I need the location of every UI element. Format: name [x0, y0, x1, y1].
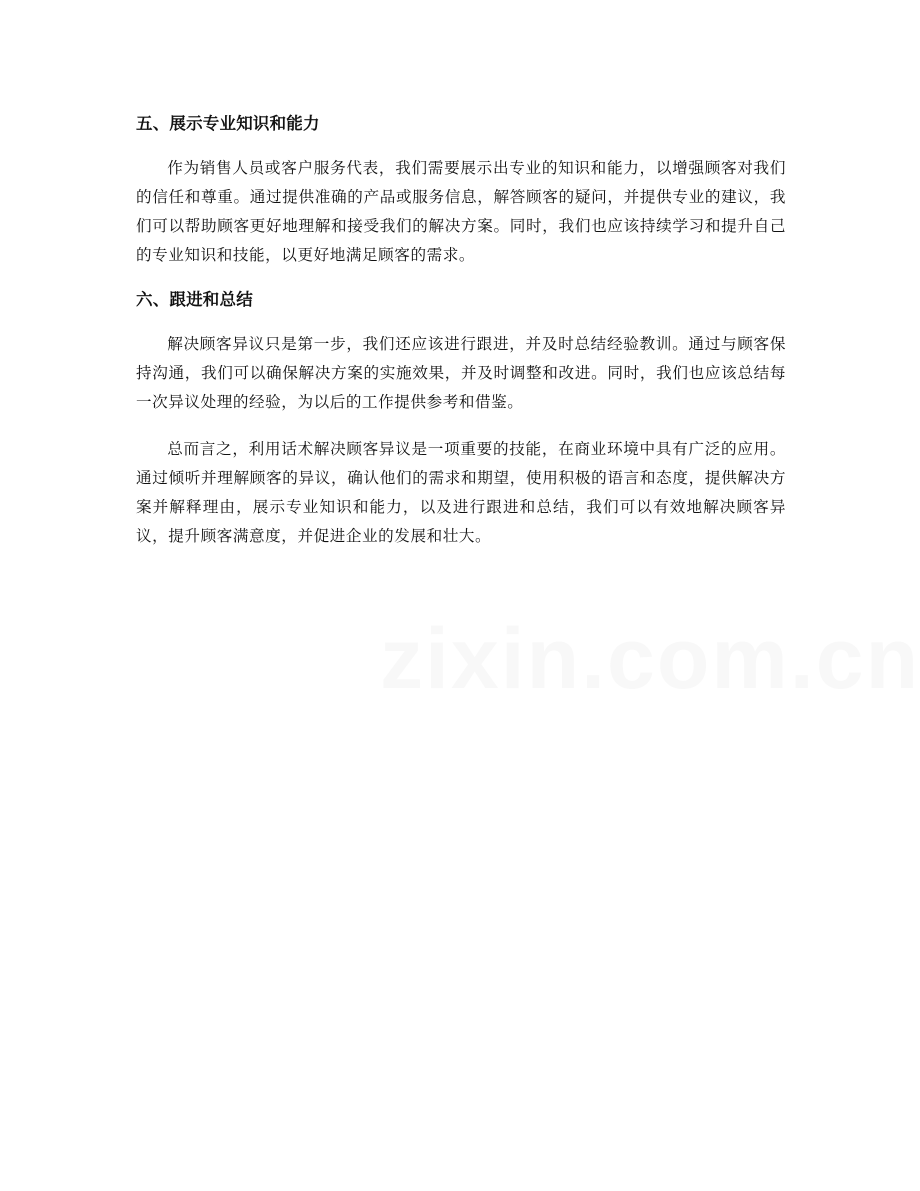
summary-paragraph: 总而言之，利用话术解决顾客异议是一项重要的技能，在商业环境中具有广泛的应用。通过倾听并理解顾客的异议，确认他们的需求和期望，使用积极的语言和态度，提供解决方案并解释理由，展示专业知识和能力，以及进行跟进和总结，我们可以有效地解决顾客异议，提升顾客满意度，并促进企业的发展和壮大。 [136, 440, 786, 545]
section-6-paragraph-1: 解决顾客异议只是第一步，我们还应该进行跟进，并及时总结经验教训。通过与顾客保持沟通，我们可以确保解决方案的实施效果，并及时调整和改进。同时，我们也应该总结每一次异议处理的经验，为以后的工作提供参考和借鉴。 [136, 335, 786, 411]
section-heading-6: 六、跟进和总结 [136, 290, 253, 309]
section-heading-5: 五、展示专业知识和能力 [136, 114, 320, 133]
section-5-paragraph-1: 作为销售人员或客户服务代表，我们需要展示出专业的知识和能力，以增强顾客对我们的信任和尊重。通过提供准确的产品或服务信息，解答顾客的疑问，并提供专业的建议，我们可以帮助顾客更好地理解和接受我们的解决方案。同时，我们也应该持续学习和提升自己的专业知识和技能，以更好地满足顾客的需求。 [136, 159, 786, 264]
watermark-text: zixin.com.cn [380, 611, 920, 707]
document-body [136, 98, 786, 569]
